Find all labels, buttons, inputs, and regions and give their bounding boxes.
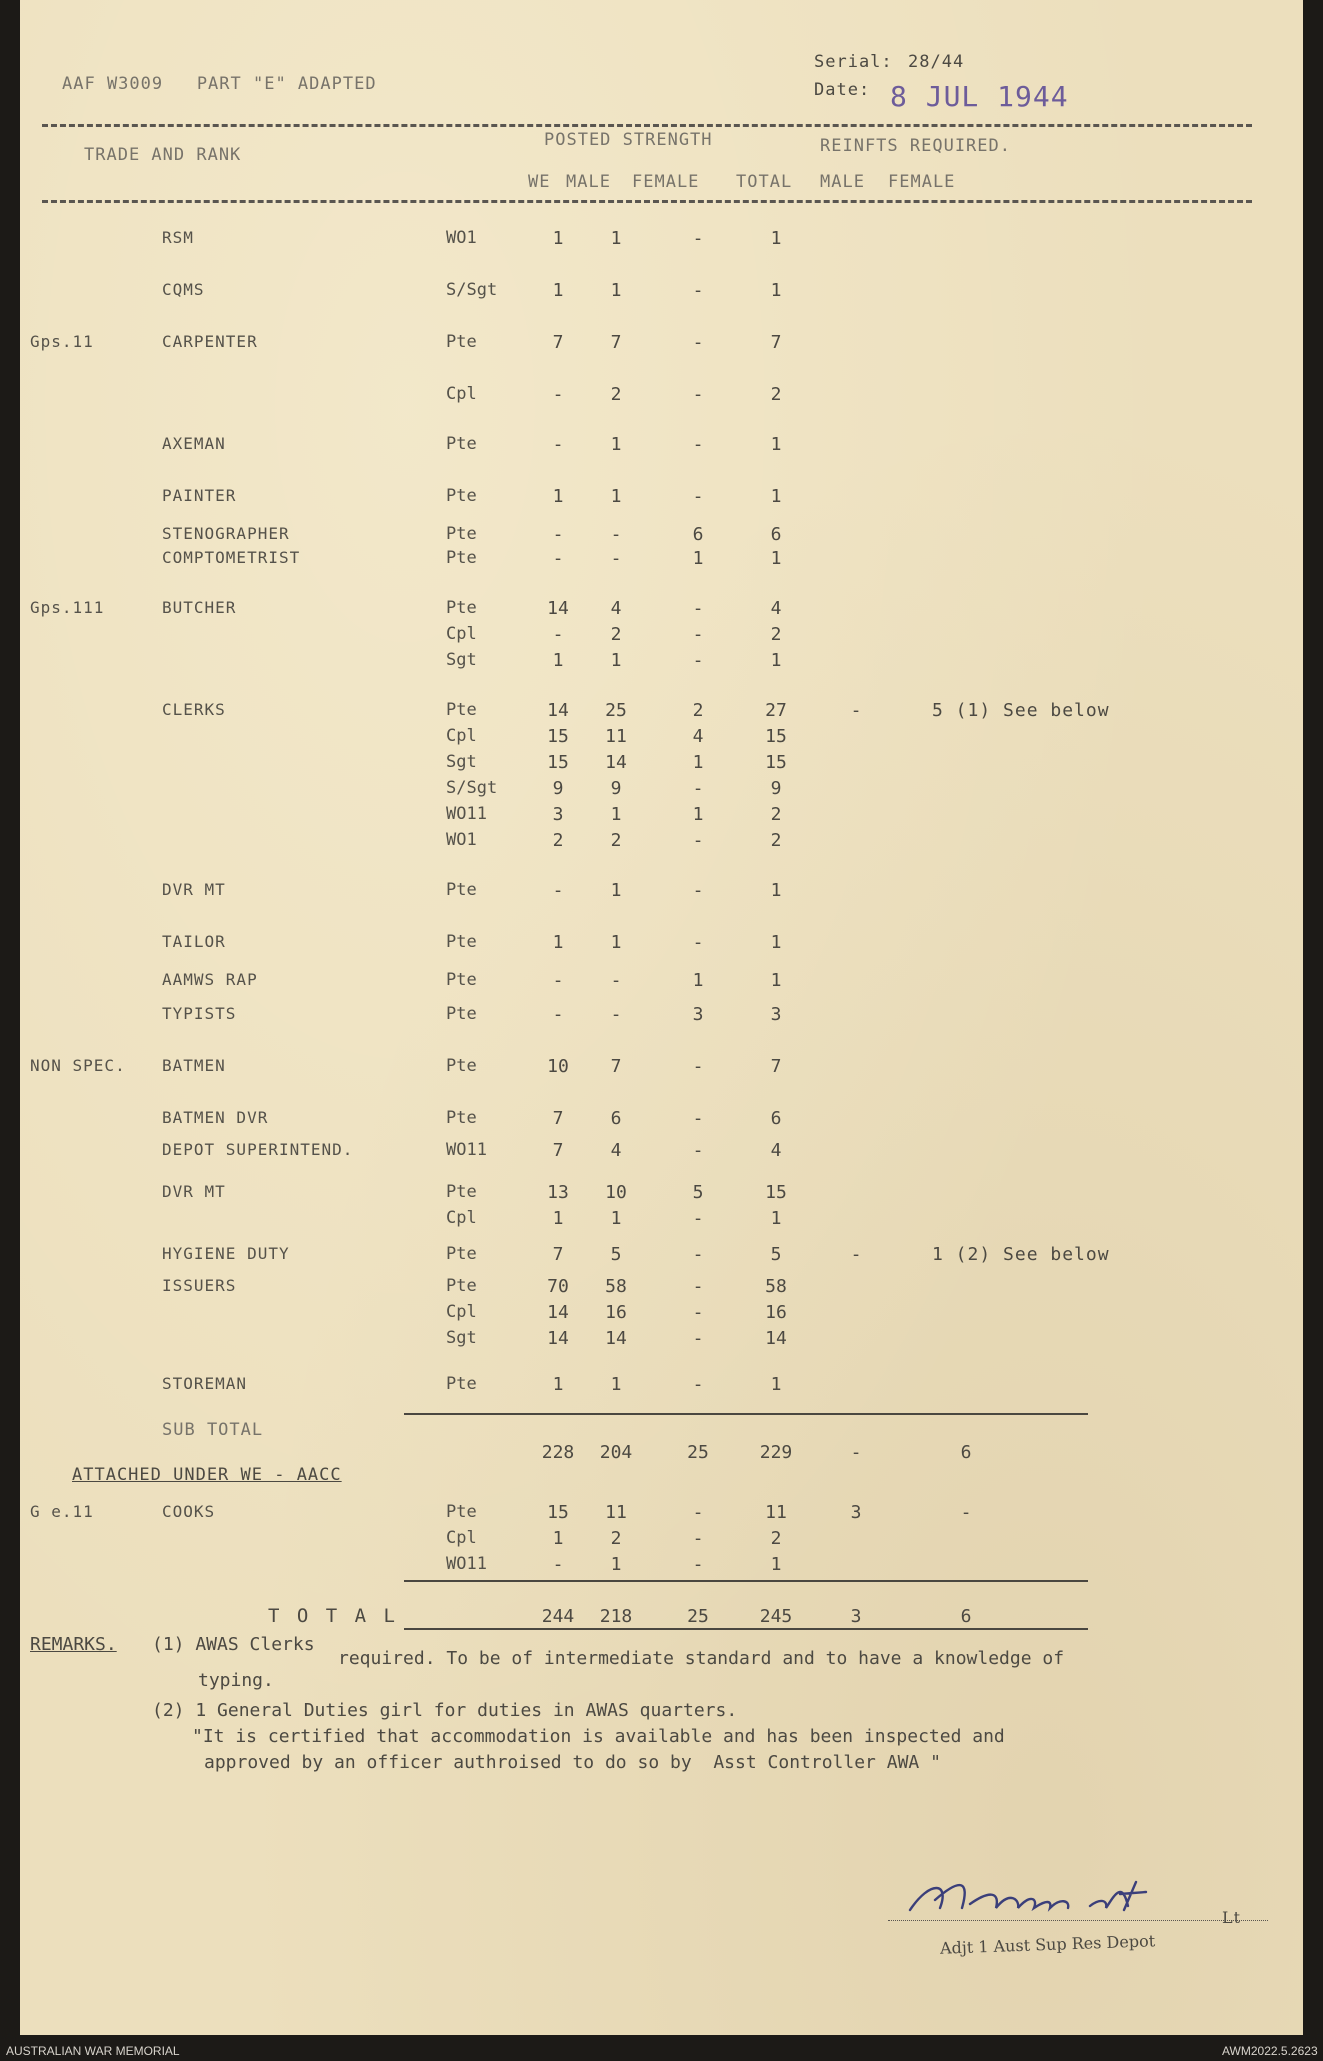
cell-we: 10 — [547, 1056, 569, 1077]
cell-male: 11 — [605, 1502, 627, 1523]
cell-total: 2 — [770, 830, 782, 851]
trade-label: PAINTER — [162, 486, 237, 505]
cell-we: 9 — [552, 778, 564, 799]
cell-female: - — [692, 1302, 704, 1323]
cell-male: 1 — [610, 650, 622, 671]
signature-line — [888, 1920, 1268, 1921]
cell-male: 2 — [610, 384, 622, 405]
cell-male: 10 — [605, 1182, 627, 1203]
cell-we: - — [552, 1554, 564, 1575]
cell-we: - — [552, 1004, 564, 1025]
form-reference: AAF W3009 PART "E" ADAPTED — [62, 74, 377, 94]
cell-female: - — [692, 1108, 704, 1129]
cell-we: 1 — [552, 1528, 564, 1549]
subtotal-label: SUB TOTAL — [162, 1420, 264, 1440]
cell-total: 1 — [770, 1554, 782, 1575]
rank-label: Pte — [446, 1056, 477, 1076]
cell-we: 1 — [552, 1374, 564, 1395]
total-total: 245 — [759, 1606, 793, 1627]
cell-male: 1 — [610, 434, 622, 455]
cell-we: 14 — [547, 598, 569, 619]
rank-label: WO11 — [446, 804, 487, 824]
cell-male: 1 — [610, 932, 622, 953]
rank-label: Pte — [446, 932, 477, 952]
cell-male: 2 — [610, 624, 622, 645]
cell-female: - — [692, 1528, 704, 1549]
cell-female: - — [692, 434, 704, 455]
remark-4: approved by an officer authroised to do so by Asst Controller AWA " — [204, 1752, 941, 1773]
footer-institution: AUSTRALIAN WAR MEMORIAL — [6, 2044, 180, 2058]
rank-label: WO11 — [446, 1140, 487, 1160]
rank-label: Pte — [446, 598, 477, 618]
cell-total: 11 — [765, 1502, 787, 1523]
cell-reinf-female-note: 5 (1) See below — [932, 700, 1110, 721]
cell-male: 7 — [610, 332, 622, 353]
trade-label: DEPOT SUPERINTEND. — [162, 1140, 354, 1159]
cell-we: 1 — [552, 280, 564, 301]
header-trade-rank: TRADE AND RANK — [84, 145, 242, 165]
cell-total: 1 — [770, 228, 782, 249]
cell-female: 1 — [692, 752, 704, 773]
signature-title: Adjt 1 Aust Sup Res Depot — [939, 1931, 1156, 1958]
cell-male: 4 — [610, 1140, 622, 1161]
cell-we: 14 — [547, 1302, 569, 1323]
header-reinf-male: MALE — [820, 172, 865, 192]
header-posted-strength: POSTED STRENGTH — [544, 130, 713, 150]
cell-total: 7 — [770, 1056, 782, 1077]
cell-female: - — [692, 280, 704, 301]
cell-we: 7 — [552, 1140, 564, 1161]
trade-label: CARPENTER — [162, 332, 258, 351]
cell-male: 1 — [610, 1208, 622, 1229]
rank-label: Pte — [446, 1276, 477, 1296]
remark-2: (2) 1 General Duties girl for duties in AWAS quarters. — [152, 1700, 738, 1721]
cell-female: - — [692, 486, 704, 507]
cell-we: 1 — [552, 650, 564, 671]
cell-total: 1 — [770, 548, 782, 569]
subtotal-rule — [404, 1413, 1088, 1415]
cell-we: 14 — [547, 700, 569, 721]
rank-label: Cpl — [446, 726, 477, 746]
total-reinf-male: 3 — [850, 1606, 862, 1627]
cell-we: 7 — [552, 332, 564, 353]
cell-we: 1 — [552, 932, 564, 953]
cell-male: - — [610, 1004, 622, 1025]
cell-male: 14 — [605, 752, 627, 773]
cell-we: 14 — [547, 1328, 569, 1349]
cell-male: 1 — [610, 228, 622, 249]
cell-female: - — [692, 650, 704, 671]
cell-female: - — [692, 228, 704, 249]
cell-total: 1 — [770, 1374, 782, 1395]
trade-label: RSM — [162, 228, 194, 247]
rank-label: Pte — [446, 1502, 477, 1522]
cell-we: 2 — [552, 830, 564, 851]
rank-label: Sgt — [446, 650, 477, 670]
remark-1a: (1) AWAS Clerks — [152, 1634, 315, 1655]
cell-total: 6 — [770, 524, 782, 545]
cell-male: 7 — [610, 1056, 622, 1077]
cell-reinf-male: 3 — [850, 1502, 862, 1523]
cell-male: 1 — [610, 280, 622, 301]
trade-label: HYGIENE DUTY — [162, 1244, 290, 1263]
cell-we: 1 — [552, 486, 564, 507]
rank-label: Pte — [446, 1108, 477, 1128]
cell-total: 4 — [770, 598, 782, 619]
cell-female: 1 — [692, 970, 704, 991]
cell-total: 1 — [770, 434, 782, 455]
header-reinf-female: FEMALE — [888, 172, 956, 192]
rank-label: WO1 — [446, 228, 477, 248]
cell-male: 58 — [605, 1276, 627, 1297]
header-top-rule — [42, 124, 1252, 127]
cell-total: 1 — [770, 970, 782, 991]
remarks-label: REMARKS. — [30, 1634, 117, 1655]
header-we: WE — [528, 172, 551, 192]
cell-reinf-male: - — [850, 700, 862, 721]
cell-total: 3 — [770, 1004, 782, 1025]
cell-male: 2 — [610, 1528, 622, 1549]
cell-female: - — [692, 1056, 704, 1077]
cell-female: - — [692, 1276, 704, 1297]
cell-male: - — [610, 524, 622, 545]
total-reinf-female: 6 — [960, 1606, 972, 1627]
signature-suffix: Lt — [1222, 1908, 1242, 1927]
subtotal-we: 228 — [541, 1442, 575, 1463]
cell-female: - — [692, 1374, 704, 1395]
handwritten-signature — [900, 1870, 1200, 1930]
cell-female: - — [692, 1502, 704, 1523]
total-male: 218 — [599, 1606, 633, 1627]
trade-label: BATMEN DVR — [162, 1108, 269, 1127]
cell-female: - — [692, 932, 704, 953]
cell-total: 2 — [770, 804, 782, 825]
rank-label: Pte — [446, 700, 477, 720]
subtotal-total: 229 — [759, 1442, 793, 1463]
remark-1b: required. To be of intermediate standard and to have a knowledge of — [338, 1648, 1065, 1669]
rank-label: Pte — [446, 1374, 477, 1394]
cell-male: 11 — [605, 726, 627, 747]
trade-label: STOREMAN — [162, 1374, 248, 1393]
cell-total: 1 — [770, 280, 782, 301]
cell-female: - — [692, 598, 704, 619]
cell-reinf-female: - — [960, 1502, 972, 1523]
cell-total: 4 — [770, 1140, 782, 1161]
remark-3: "It is certified that accommodation is available and has been inspected and — [192, 1726, 1005, 1747]
cell-male: - — [610, 548, 622, 569]
rank-label: Pte — [446, 1004, 477, 1024]
cell-female: - — [692, 624, 704, 645]
total-female: 25 — [687, 1606, 709, 1627]
rank-label: S/Sgt — [446, 280, 498, 300]
cell-we: 1 — [552, 1208, 564, 1229]
cell-female: - — [692, 1140, 704, 1161]
trade-label: STENOGRAPHER — [162, 524, 290, 543]
cell-we: - — [552, 434, 564, 455]
cell-we: - — [552, 624, 564, 645]
trade-label: BATMEN — [162, 1056, 226, 1075]
cell-female: 5 — [692, 1182, 704, 1203]
trade-label: CLERKS — [162, 700, 226, 719]
subtotal-female: 25 — [687, 1442, 709, 1463]
cell-female: 4 — [692, 726, 704, 747]
trade-label: DVR MT — [162, 1182, 226, 1201]
cell-we: - — [552, 384, 564, 405]
cell-male: 16 — [605, 1302, 627, 1323]
remark-1c: typing. — [198, 1670, 274, 1691]
attached-heading: ATTACHED UNDER WE - AACC — [72, 1465, 342, 1485]
rank-label: Cpl — [446, 1528, 477, 1548]
rank-label: Pte — [446, 880, 477, 900]
cell-we: 1 — [552, 228, 564, 249]
group-label: G e.11 — [30, 1502, 94, 1521]
trade-label: TYPISTS — [162, 1004, 237, 1023]
cell-we: - — [552, 880, 564, 901]
cell-we: 13 — [547, 1182, 569, 1203]
cell-male: 1 — [610, 880, 622, 901]
cell-female: 1 — [692, 804, 704, 825]
header-reinforcements: REINFTS REQUIRED. — [820, 136, 1011, 156]
header-total: TOTAL — [736, 172, 793, 192]
cell-female: 6 — [692, 524, 704, 545]
cell-total: 2 — [770, 1528, 782, 1549]
trade-label: AAMWS RAP — [162, 970, 258, 989]
cell-total: 5 — [770, 1244, 782, 1265]
cell-total: 2 — [770, 384, 782, 405]
cell-female: - — [692, 778, 704, 799]
rank-label: Pte — [446, 970, 477, 990]
cell-total: 16 — [765, 1302, 787, 1323]
cell-female: 1 — [692, 548, 704, 569]
total-we: 244 — [541, 1606, 575, 1627]
rank-label: Cpl — [446, 384, 477, 404]
rank-label: Cpl — [446, 1208, 477, 1228]
trade-label: ISSUERS — [162, 1276, 237, 1295]
document-page — [20, 0, 1303, 2035]
cell-we: - — [552, 970, 564, 991]
cell-reinf-female-note: 1 (2) See below — [932, 1244, 1110, 1265]
cell-male: 14 — [605, 1328, 627, 1349]
header-female: FEMALE — [632, 172, 700, 192]
trade-label: BUTCHER — [162, 598, 237, 617]
serial-label: Serial: — [814, 52, 893, 72]
cell-male: 1 — [610, 1554, 622, 1575]
rank-label: Pte — [446, 332, 477, 352]
subtotal-reinf-female: 6 — [960, 1442, 972, 1463]
rank-label: Pte — [446, 1182, 477, 1202]
cell-female: - — [692, 1208, 704, 1229]
cell-female: - — [692, 332, 704, 353]
rank-label: Cpl — [446, 1302, 477, 1322]
date-label: Date: — [814, 80, 871, 100]
cell-total: 1 — [770, 932, 782, 953]
cell-we: 15 — [547, 726, 569, 747]
cell-female: - — [692, 384, 704, 405]
rank-label: S/Sgt — [446, 778, 498, 798]
trade-label: AXEMAN — [162, 434, 226, 453]
rank-label: Pte — [446, 524, 477, 544]
cell-male: 1 — [610, 1374, 622, 1395]
grand-total-label: T O T A L — [268, 1605, 398, 1627]
cell-total: 2 — [770, 624, 782, 645]
cell-female: - — [692, 1554, 704, 1575]
cell-reinf-male: - — [850, 1244, 862, 1265]
date-stamp: 8 JUL 1944 — [890, 80, 1069, 113]
cell-male: 2 — [610, 830, 622, 851]
cell-total: 58 — [765, 1276, 787, 1297]
cell-male: 1 — [610, 486, 622, 507]
header-bottom-rule — [42, 200, 1252, 203]
cell-we: - — [552, 524, 564, 545]
cell-total: 1 — [770, 486, 782, 507]
cell-total: 15 — [765, 1182, 787, 1203]
cell-female: - — [692, 1244, 704, 1265]
cell-female: - — [692, 880, 704, 901]
group-label: NON SPEC. — [30, 1056, 126, 1075]
cell-total: 1 — [770, 880, 782, 901]
rank-label: WO1 — [446, 830, 477, 850]
cell-total: 6 — [770, 1108, 782, 1129]
group-label: Gps.11 — [30, 332, 94, 351]
cell-total: 14 — [765, 1328, 787, 1349]
cell-we: 70 — [547, 1276, 569, 1297]
rank-label: Cpl — [446, 624, 477, 644]
rank-label: WO11 — [446, 1554, 487, 1574]
cell-we: - — [552, 548, 564, 569]
total-rule-top — [404, 1580, 1088, 1582]
total-rule-bottom — [404, 1628, 1088, 1630]
subtotal-reinf-male: - — [850, 1442, 862, 1463]
group-label: Gps.111 — [30, 598, 105, 617]
cell-male: 25 — [605, 700, 627, 721]
cell-female: 2 — [692, 700, 704, 721]
cell-we: 7 — [552, 1244, 564, 1265]
cell-we: 15 — [547, 1502, 569, 1523]
cell-total: 7 — [770, 332, 782, 353]
cell-we: 15 — [547, 752, 569, 773]
serial-value: 28/44 — [908, 52, 965, 72]
footer-accession: AWM2022.5.2623 — [1222, 2044, 1318, 2058]
trade-label: COOKS — [162, 1502, 216, 1521]
cell-total: 1 — [770, 1208, 782, 1229]
cell-male: 5 — [610, 1244, 622, 1265]
subtotal-male: 204 — [599, 1442, 633, 1463]
cell-female: - — [692, 1328, 704, 1349]
cell-we: 7 — [552, 1108, 564, 1129]
cell-female: - — [692, 830, 704, 851]
cell-male: 4 — [610, 598, 622, 619]
cell-total: 1 — [770, 650, 782, 671]
trade-label: TAILOR — [162, 932, 226, 951]
cell-male: - — [610, 970, 622, 991]
cell-total: 15 — [765, 726, 787, 747]
rank-label: Pte — [446, 548, 477, 568]
cell-total: 15 — [765, 752, 787, 773]
rank-label: Sgt — [446, 752, 477, 772]
cell-female: 3 — [692, 1004, 704, 1025]
cell-total: 27 — [765, 700, 787, 721]
rank-label: Pte — [446, 434, 477, 454]
trade-label: CQMS — [162, 280, 205, 299]
cell-male: 1 — [610, 804, 622, 825]
header-male: MALE — [566, 172, 611, 192]
cell-male: 9 — [610, 778, 622, 799]
trade-label: DVR MT — [162, 880, 226, 899]
cell-we: 3 — [552, 804, 564, 825]
rank-label: Pte — [446, 1244, 477, 1264]
cell-total: 9 — [770, 778, 782, 799]
rank-label: Pte — [446, 486, 477, 506]
cell-male: 6 — [610, 1108, 622, 1129]
trade-label: COMPTOMETRIST — [162, 548, 301, 567]
rank-label: Sgt — [446, 1328, 477, 1348]
